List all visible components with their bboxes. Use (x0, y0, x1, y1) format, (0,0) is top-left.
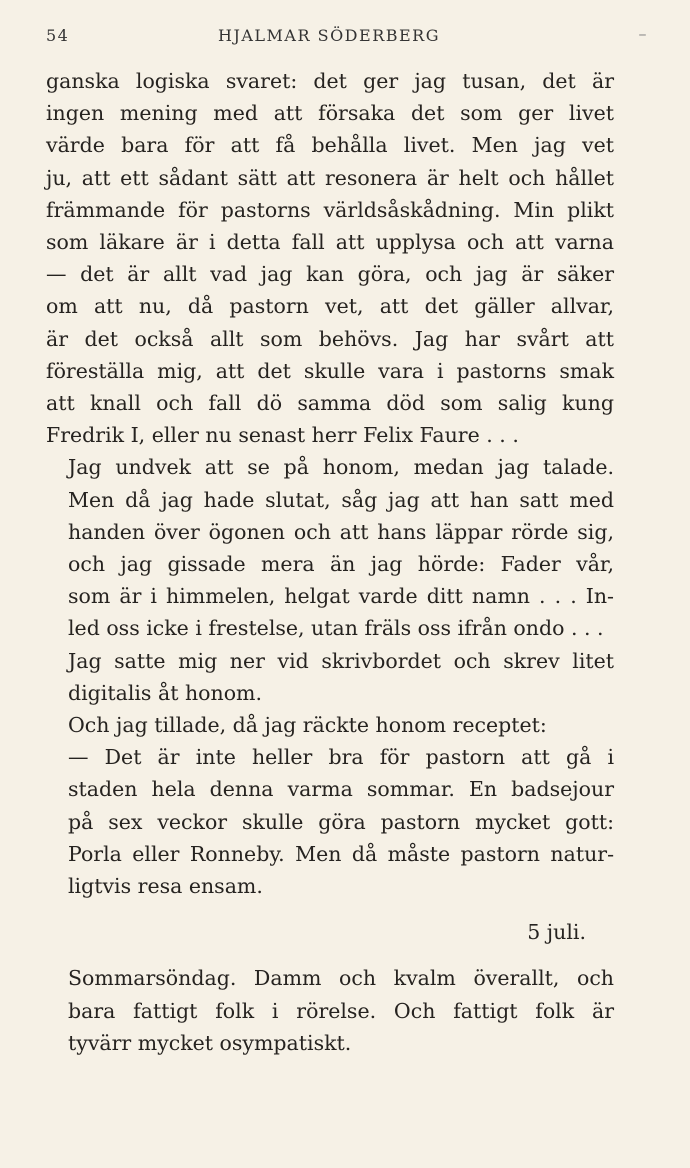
paragraph (46, 709, 614, 741)
paragraph (46, 962, 614, 1059)
text-line: tyvärr mycket osympatiskt. (68, 1030, 352, 1055)
text-line: värde bara för att få behålla livet. Men jag vet (46, 133, 614, 158)
text-line: föreställa mig, att det skulle vara i pastorns smak (46, 358, 614, 383)
text-line: på sex veckor skulle göra pastorn mycket gott: (68, 809, 614, 834)
paragraph (46, 65, 614, 451)
text-line: Jag satte mig ner vid skrivbordet och skrev litet (68, 648, 614, 673)
text-line: som läkare är i detta fall att upplysa och att varna (46, 230, 614, 255)
text-line: som är i himmelen, helgat varde ditt namn . . . In- (68, 584, 614, 609)
text-line: att knall och fall dö samma död som salig kung (46, 391, 614, 416)
text-line: led oss icke i frestelse, utan fräls oss ifrån ondo . . . (68, 616, 604, 641)
page-header (46, 24, 648, 50)
final-paragraph (46, 962, 614, 1059)
text-line: staden hela denna varma sommar. En badsejour (68, 777, 614, 802)
text-line: Men då jag hade slutat, såg jag att han satt med (68, 487, 614, 512)
paragraphs (46, 65, 614, 902)
text-line: Och jag tillade, då jag räckte honom receptet: (68, 713, 547, 738)
entry-date: 5 juli. (527, 920, 586, 945)
text-line: Jag undvek att se på honom, medan jag talade. (68, 455, 614, 480)
text-line: och jag gissade mera än jag hörde: Fader vår, (68, 552, 614, 577)
text-line: ju, att ett sådant sätt att resonera är helt och hållet (46, 165, 614, 190)
corner-mark: – (638, 24, 648, 43)
text-line: digitalis åt honom. (68, 680, 262, 705)
text-line: ingen mening med att försaka det som ger livet (46, 101, 614, 126)
text-line: ligtvis resa ensam. (68, 874, 263, 899)
paragraph (46, 451, 614, 644)
text-line: Sommarsöndag. Damm och kvalm överallt, och (68, 966, 614, 991)
text-line: bara fattigt folk i rörelse. Och fattigt folk är (68, 998, 614, 1023)
text-line: Fredrik I, eller nu senast herr Felix Faure . . . (46, 423, 519, 448)
text-line: — Det är inte heller bra för pastorn att gå i (68, 745, 614, 770)
text-line: handen över ögonen och att hans läppar rörde sig, (68, 519, 614, 544)
paragraph (46, 741, 614, 902)
body-text (46, 65, 614, 1059)
text-line: ganska logiska svaret: det ger jag tusan, det är (46, 69, 614, 93)
text-line: är det också allt som behövs. Jag har svårt att (46, 326, 614, 351)
text-line: Porla eller Ronneby. Men då måste pastorn natur- (68, 841, 614, 866)
paragraph (46, 645, 614, 709)
text-line: om att nu, då pastorn vet, att det gäller allvar, (46, 294, 614, 319)
text-line: — det är allt vad jag kan göra, och jag är säker (46, 262, 614, 287)
running-title: HJALMAR SÖDERBERG (217, 26, 440, 45)
page-number: 54 (46, 26, 70, 45)
text-line: främmande för pastorns världsåskådning. Min plikt (46, 197, 614, 222)
